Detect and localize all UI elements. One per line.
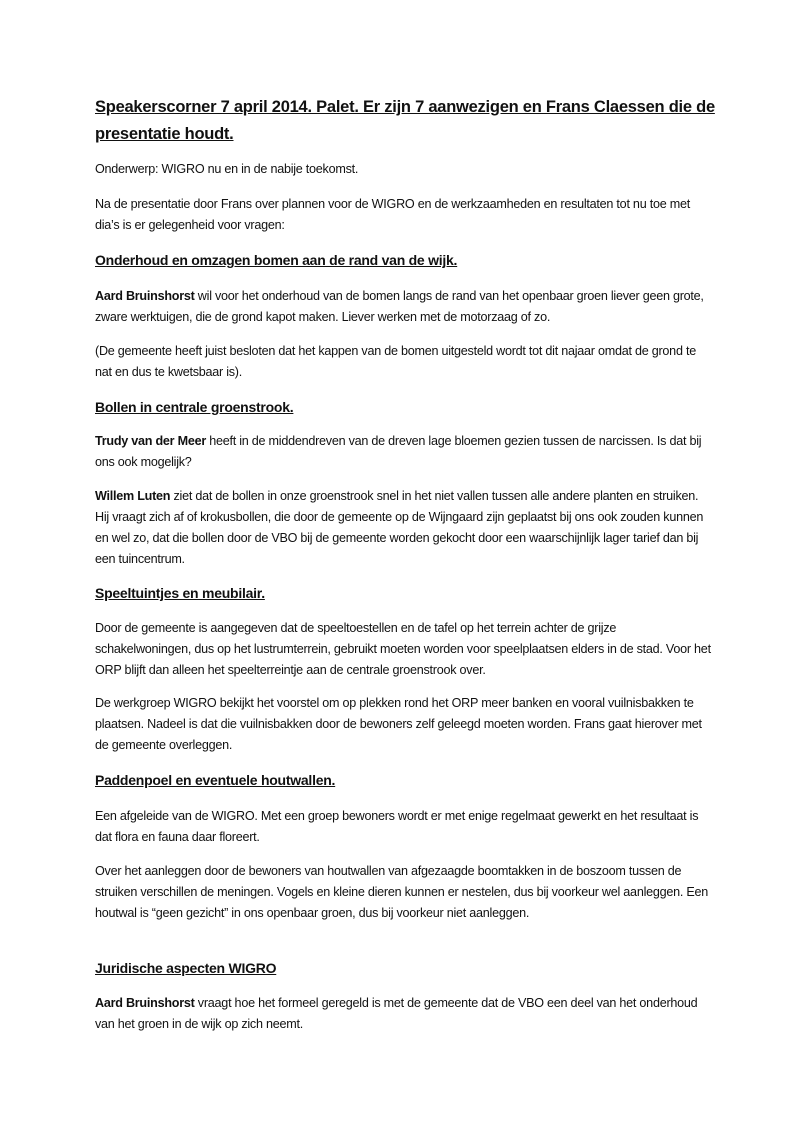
paragraph-aard-bomen [95, 286, 715, 328]
paragraph-text: vraagt hoe het formeel geregeld is met de gemeente dat de VBO een deel van het onderhoud van het groen in de wijk op zich neemt. [95, 996, 698, 1031]
paragraph-houtwallen: Over het aanleggen door de bewoners van houtwallen van afgezaagde boomtakken in de boszoom tussen de struiken verschillen de meningen. Vogels en kleine dieren kunnen er nestelen, dus bij voorkeur wel aanleggen. Een houtwal is “geen gezicht” in ons openbaar groen, dus bij voorkeur niet aanleggen. [95, 864, 709, 920]
paragraph-afgeleide: Een afgeleide van de WIGRO. Met een groep bewoners wordt er met enige regelmaat gewerkt en het resultaat is dat flora en fauna daar floreert. [95, 809, 699, 844]
paragraph-text: heeft in de middendreven van de dreven lage bloemen gezien tussen de narcissen. Is dat bij ons ook mogelijk? [95, 434, 702, 469]
paragraph-text: wil voor het onderhoud van de bomen langs de rand van het openbaar groen liever geen grote, zware werktuigen, die de grond kapot maken. Liever werken met de motorzaag of zo. [95, 289, 704, 324]
paragraph-aard-juridisch [95, 993, 715, 1035]
section-heading-juridisch: Juridische aspecten WIGRO [95, 960, 277, 976]
section-heading-paddenpoel: Paddenpoel en eventuele houtwallen. [95, 772, 336, 788]
paragraph-willem [95, 486, 715, 570]
section-heading-bollen: Bollen in centrale groenstrook. [95, 399, 294, 415]
paragraph-trudy [95, 431, 715, 473]
paragraph-text: ziet dat de bollen in onze groenstrook snel in het niet vallen tussen alle andere planten en struiken. Hij vraagt zich af of krokusbollen, die door de gemeente op de Wijngaard zijn geplaatst bij ons ook zouden kunnen en wel zo, dat die bollen door de VBO bij de gemeente worden gekocht door een waarschijnlijk lager tarief dan bij een tuincentrum. [95, 489, 704, 566]
paragraph-werkgroep: De werkgroep WIGRO bekijkt het voorstel om op plekken rond het ORP meer banken en vooral vuilnisbakken te plaatsen. Nadeel is dat die vuilnisbakken door de bewoners zelf geleegd moeten worden. Frans gaat hierover met de gemeente overleggen. [95, 696, 702, 752]
paragraph-speeltoestellen: Door de gemeente is aangegeven dat de speeltoestellen en de tafel op het terrein achter de grijze schakelwoningen, dus op het lustrumterrein, gebruikt moeten worden voor speelplaatsen elders in de stad. Voor het ORP blijft dan alleen het speelterreintje aan de centrale groenstrook over. [95, 621, 711, 677]
page-title: Speakerscorner 7 april 2014. Palet. Er zijn 7 aanwezigen en Frans Claessen die de presentatie houdt. [95, 98, 715, 143]
intro-paragraph: Na de presentatie door Frans over plannen voor de WIGRO en de werkzaamheden en resultaten tot nu toe met dia’s is er gelegenheid voor vragen: [95, 197, 690, 232]
speaker-name: Aard Bruinshorst [95, 996, 195, 1010]
section-heading-speeltuintjes: Speeltuintjes en meubilair. [95, 585, 265, 601]
paragraph-gemeente-note: (De gemeente heeft juist besloten dat het kappen van de bomen uitgesteld wordt tot dit najaar omdat de grond te nat en dus te kwetsbaar is). [95, 344, 696, 379]
speaker-name: Aard Bruinshorst [95, 289, 195, 303]
speaker-name: Trudy van der Meer [95, 434, 206, 448]
subject-line: Onderwerp: WIGRO nu en in de nabije toekomst. [95, 162, 359, 176]
section-heading-bomen: Onderhoud en omzagen bomen aan de rand van de wijk. [95, 252, 458, 268]
speaker-name: Willem Luten [95, 489, 171, 503]
